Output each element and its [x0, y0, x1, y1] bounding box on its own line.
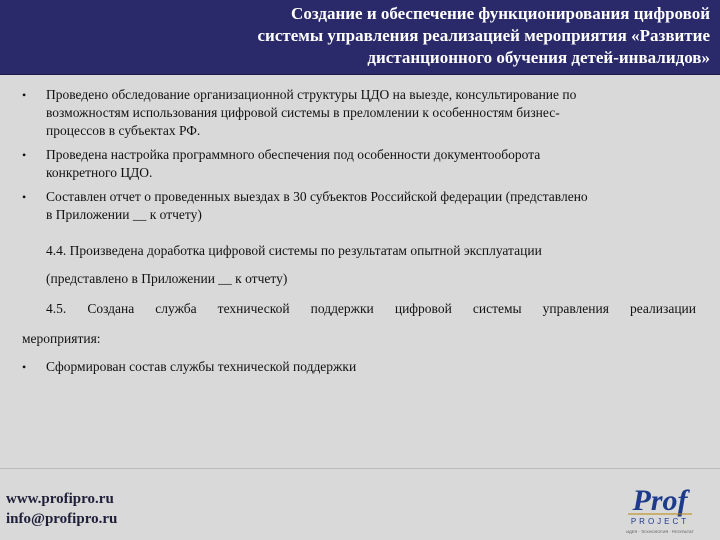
slide-title: [150, 3, 710, 69]
logo-tagline: ИДЕЯ · ТЕХНОЛОГИЯ · РЕЗУЛЬТАТ: [626, 529, 694, 534]
text-line: в Приложении __ к отчету): [46, 207, 202, 222]
text-line: Проведена настройка программного обеспечения под особенности документооборота: [46, 147, 541, 162]
bullet-text: [46, 86, 701, 140]
text-line: конкретного ЦДО.: [46, 165, 153, 180]
item-4-5-line2: мероприятия:: [22, 331, 101, 346]
bullet-text: Сформирован состав службы технической поддержки: [46, 359, 357, 374]
prof-project-logo: [606, 480, 714, 536]
bullet-marker: •: [22, 190, 27, 204]
title-line: дистанционного обучения детей-инвалидов»: [367, 48, 710, 67]
footer-contacts: [6, 489, 117, 529]
text-line: Составлен отчет о проведенных выездах в 30 субъектов Российской федерации (представлено: [46, 189, 588, 204]
logo-word: Prof: [632, 484, 688, 517]
footer-divider: [0, 468, 720, 469]
logo-sub: PROJECT: [630, 517, 690, 526]
bullet-marker: •: [22, 360, 27, 374]
item-4-4-line2: (представлено в Приложении __ к отчету): [46, 271, 288, 286]
bullet-marker: •: [22, 88, 27, 102]
item-4-4-line1: 4.4. Произведена доработка цифровой системы по результатам опытной эксплуатации: [46, 243, 542, 258]
text-line: процессов в субъектах РФ.: [46, 123, 201, 138]
bullet-text: [46, 146, 701, 182]
title-line: Создание и обеспечение функционирования цифровой: [291, 4, 710, 23]
email-link[interactable]: info@profipro.ru: [6, 511, 118, 527]
website-link[interactable]: www.profipro.ru: [6, 491, 114, 507]
title-bar: [0, 0, 720, 75]
item-4-5-line1: 4.5. Создана служба технической поддержки цифровой системы управления реализации: [46, 301, 696, 316]
text-line: Проведено обследование организационной структуры ЦДО на выезде, консультирование по: [46, 87, 577, 102]
bullet-marker: •: [22, 148, 27, 162]
bullet-text: [46, 188, 701, 224]
title-line: системы управления реализацией мероприятия «Развитие: [257, 26, 710, 45]
text-line: возможностям использования цифровой системы в преломлении к особенностям бизнес-: [46, 105, 560, 120]
